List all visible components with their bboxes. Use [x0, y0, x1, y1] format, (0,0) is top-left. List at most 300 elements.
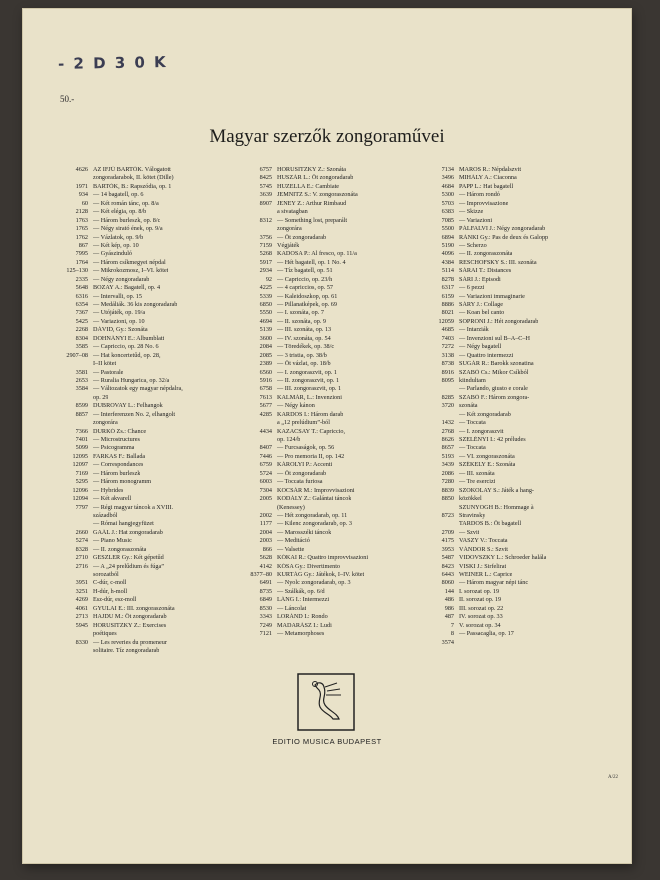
catalog-number: 2002	[259, 511, 272, 519]
catalog-entry	[242, 546, 392, 554]
catalog-number: 6316	[75, 292, 88, 300]
catalog-number: 8425	[259, 174, 272, 182]
catalog-title: RESCHOFSKY S.: III. szonáta	[459, 258, 537, 266]
catalog-title: — VI. zongoraszonáta	[459, 452, 515, 460]
catalog-entry	[58, 309, 208, 317]
catalog-number: 5274	[75, 537, 88, 545]
catalog-title: BARTÓK, B.: Rapszódia, op. 1	[93, 182, 172, 190]
catalog-title: — Pro memoria II, op. 142	[277, 452, 345, 460]
catalog-number: 866	[262, 545, 272, 553]
catalog-title: III. sorozat op. 22	[459, 604, 504, 612]
catalog-title: — Kaleidoszkop, op. 61	[277, 292, 338, 300]
catalog-title: — III. szonáta	[459, 469, 495, 477]
catalog-number	[58, 571, 93, 579]
catalog-number: 8377–80	[250, 571, 272, 578]
catalog-title: HAJDU M.: Öt zongoradarab	[93, 613, 167, 621]
catalog-title: VASZY V.: Toccata	[459, 537, 508, 545]
catalog-title: KARDOS I.: Három darab	[277, 410, 344, 418]
catalog-number: 2710	[75, 554, 88, 562]
catalog-number: 6560	[259, 368, 272, 376]
catalog-number	[58, 174, 93, 182]
catalog-entry	[242, 174, 392, 182]
catalog-entry	[242, 453, 392, 461]
catalog-title: — Les reveries du promeneur	[93, 638, 167, 646]
catalog-entry	[424, 470, 574, 478]
catalog-title: — Gyászinduló	[93, 250, 133, 258]
catalog-title: — Psicogramma	[93, 444, 135, 452]
catalog-entry	[242, 352, 392, 360]
catalog-title: SÁRI J.: Episodi	[459, 275, 501, 283]
catalog-title: zongoradarabok, II. kötet (Dille)	[93, 174, 174, 182]
catalog-entry	[58, 208, 208, 216]
catalog-number: 8	[450, 630, 454, 638]
catalog-number: 3251	[75, 587, 88, 595]
catalog-number: 4142	[259, 562, 272, 570]
catalog-number: 3138	[441, 351, 454, 359]
catalog-title: — Hét bagatell, op. 1 No. 4	[277, 258, 346, 266]
catalog-entry	[58, 217, 208, 225]
catalog-number: 7367	[75, 309, 88, 317]
catalog-number: 4626	[75, 166, 88, 173]
catalog-title: Esz-dúr, esz-moll	[93, 596, 137, 604]
catalog-entry	[58, 605, 208, 613]
catalog-number: 486	[444, 596, 454, 604]
catalog-title: — Két zongoradarab	[459, 410, 511, 418]
catalog-entry	[424, 529, 574, 537]
catalog-title: I. sorozat op. 19	[459, 587, 500, 595]
catalog-title: — Töredékek, op. 38/c	[277, 343, 335, 351]
catalog-entry	[58, 613, 208, 621]
catalog-number	[58, 512, 93, 520]
catalog-title: op. 29	[93, 393, 109, 401]
catalog-entry	[58, 630, 208, 638]
catalog-number: 5339	[259, 292, 272, 300]
catalog-entry	[58, 647, 208, 655]
catalog-entry	[58, 529, 208, 537]
catalog-title: — Tre esercizi	[459, 478, 496, 486]
catalog-title: SZABÓ F.: Három zongora-	[459, 393, 530, 401]
catalog-number: 8599	[75, 402, 88, 410]
catalog-entry	[58, 419, 208, 427]
catalog-number: 6383	[441, 208, 454, 216]
catalog-entry	[242, 478, 392, 486]
catalog-entry	[58, 504, 208, 512]
catalog-title: közökkel	[459, 495, 482, 503]
catalog-number: 487	[444, 613, 454, 621]
catalog-entry	[58, 200, 208, 208]
catalog-title: solitaire. Tíz zongoradarab	[93, 646, 160, 654]
catalog-title: — Capriccio, op. 23/h	[277, 275, 333, 283]
catalog-number: 3574	[441, 638, 454, 646]
catalog-number: 5114	[441, 267, 454, 275]
catalog-number: 7280	[441, 478, 454, 486]
catalog-number: 5648	[75, 284, 88, 292]
catalog-title: szonáta	[459, 402, 478, 410]
catalog-title: — III. zongoraszvit, op. 1	[277, 385, 342, 393]
catalog-entry	[424, 174, 574, 182]
catalog-entry	[424, 605, 574, 613]
catalog-entry	[242, 419, 392, 427]
catalog-number: 8657	[441, 444, 454, 452]
catalog-number: 12059	[438, 317, 454, 325]
catalog-title: Végjáték	[277, 241, 300, 249]
catalog-title: SZELÉNYI I.: 42 préludes	[459, 436, 526, 443]
catalog-number: 4684	[441, 182, 454, 190]
catalog-title: GAÁL J.: Hat zongoradarab	[93, 528, 163, 536]
catalog-number	[242, 504, 277, 512]
catalog-entry	[242, 318, 392, 326]
catalog-entry	[424, 183, 574, 191]
catalog-number: 8060	[441, 579, 454, 587]
catalog-title: — Két kép, op. 10	[93, 241, 139, 249]
catalog-title: — Scherzo	[459, 241, 487, 249]
catalog-title: — Három magyar népi tánc	[459, 579, 529, 587]
catalog-entry	[424, 369, 574, 377]
catalog-title: — Három monogramm	[93, 478, 152, 486]
catalog-entry	[424, 487, 574, 495]
book-cover	[22, 8, 632, 864]
catalog-title: PAPP L.: Hat bagatell	[459, 182, 514, 190]
catalog-title: PÁLFALVI J.: Négy zongoradarab	[459, 225, 546, 233]
catalog-title: — 6 pezzi	[459, 284, 485, 292]
catalog-entry	[242, 166, 392, 174]
catalog-entry	[58, 335, 208, 343]
catalog-number: 4384	[441, 258, 454, 266]
catalog-title: — Meditáció	[277, 537, 310, 545]
catalog-entry	[424, 596, 574, 604]
catalog-entry	[424, 537, 574, 545]
catalog-title: — Something lost, preparált	[277, 216, 348, 224]
catalog-entry	[424, 512, 574, 520]
catalog-number: 5487	[441, 554, 454, 562]
catalog-entry	[242, 512, 392, 520]
catalog-entry	[58, 242, 208, 250]
catalog-title: I–II kötet	[93, 360, 117, 368]
catalog-title: — Négy zongoradarab	[93, 275, 150, 283]
catalog-entry	[424, 335, 574, 343]
catalog-entry	[58, 284, 208, 292]
catalog-number: 12096	[72, 486, 88, 494]
catalog-entry	[242, 588, 392, 596]
catalog-entry	[424, 208, 574, 216]
catalog-entry	[242, 309, 392, 317]
catalog-title: HORUSITZKY Z.: Exercises	[93, 621, 167, 629]
catalog-title: — I. szonáta, op. 7	[277, 309, 324, 317]
catalog-title: MAROS R.: Népdalszvit	[459, 166, 522, 173]
catalog-entry	[58, 512, 208, 520]
catalog-title: — III. szonáta, op. 13	[277, 326, 332, 334]
catalog-title: — I. zongoraszvit, op. 1	[277, 368, 337, 376]
catalog-title: — 4 capriccios, op. 57	[277, 284, 334, 292]
page-title: Magyar szerzők zongoraművei	[209, 126, 445, 147]
catalog-entry	[58, 318, 208, 326]
catalog-title: — II. zongoraszonáta	[93, 545, 147, 553]
catalog-entry	[242, 360, 392, 368]
catalog-number: 7272	[441, 343, 454, 351]
catalog-number	[58, 630, 93, 638]
catalog-number: 4694	[259, 317, 272, 325]
catalog-number: 8021	[441, 309, 454, 317]
catalog-title: SUGÁR R.: Barokk szonatina	[459, 360, 534, 368]
catalog-entry	[58, 225, 208, 233]
catalog-entry	[242, 234, 392, 242]
catalog-title: — Kilenc zongoradarab, op. 3	[277, 520, 352, 528]
catalog-entry	[424, 504, 574, 512]
catalog-entry	[424, 579, 574, 587]
catalog-entry	[424, 191, 574, 199]
catalog-number: 8423	[441, 562, 454, 570]
catalog-entry	[242, 411, 392, 419]
catalog-entry	[58, 478, 208, 486]
catalog-number: 5724	[259, 469, 272, 477]
catalog-title: — Láncolat	[277, 604, 307, 612]
catalog-title: BOZAY A.: Bagatell, op. 4	[93, 284, 161, 292]
catalog-entry	[242, 208, 392, 216]
catalog-entry	[424, 352, 574, 360]
catalog-number: 4285	[259, 410, 272, 418]
catalog-number: 8278	[441, 275, 454, 283]
catalog-number	[58, 419, 93, 427]
catalog-title: TARDOS B.: Öt bagatell	[459, 520, 522, 528]
catalog-number: 5425	[75, 317, 88, 325]
catalog-number: 2004	[259, 528, 272, 536]
catalog-entry	[58, 394, 208, 402]
catalog-title: DUBROVAY L.: Felhangok	[93, 402, 163, 410]
catalog-number: 6159	[441, 292, 454, 300]
catalog-entry	[424, 546, 574, 554]
catalog-title: — Két elégia, op. 8/b	[93, 208, 147, 216]
catalog-entry	[424, 385, 574, 393]
catalog-title: Stravinsky	[459, 511, 486, 519]
catalog-title: — II. szonáta, op. 9	[277, 317, 326, 325]
catalog-entry	[242, 487, 392, 495]
catalog-number: 92	[265, 275, 272, 283]
catalog-entry	[58, 470, 208, 478]
catalog-number: 8907	[259, 199, 272, 207]
catalog-title: KÓSA Gy.: Divertimento	[277, 562, 341, 570]
catalog-number: 7446	[259, 452, 272, 460]
catalog-entry	[58, 520, 208, 528]
catalog-number: 6894	[441, 233, 454, 241]
catalog-number: 5193	[441, 452, 454, 460]
catalog-entry	[424, 622, 574, 630]
catalog-number: 5550	[259, 309, 272, 317]
catalog-entry	[424, 318, 574, 326]
catalog-entry	[242, 225, 392, 233]
catalog-title: — Vázlatok, op. 9/b	[93, 233, 144, 241]
catalog-number: 5628	[259, 554, 272, 562]
catalog-number: 7613	[259, 393, 272, 401]
catalog-entry	[58, 174, 208, 182]
catalog-entry	[424, 630, 574, 638]
catalog-number: 8328	[75, 545, 88, 553]
catalog-number: 8738	[441, 360, 454, 368]
catalog-title: — IV. szonáta, op. 54	[277, 334, 331, 342]
catalog-entry	[58, 166, 208, 174]
publisher-logo-icon	[297, 673, 355, 731]
catalog-number: 144	[444, 587, 454, 595]
catalog-title: — Parlando, giusto e corale	[459, 385, 528, 393]
catalog-title: — A „24 prelűdium és fúga”	[93, 562, 164, 570]
catalog-entry	[58, 537, 208, 545]
catalog-entry	[242, 183, 392, 191]
catalog-entry	[242, 563, 392, 571]
catalog-title: — Microstructures	[93, 436, 140, 443]
catalog-title: GYULAI E.: III. zongoraszonáta	[93, 604, 175, 612]
catalog-title: — 3 tristia, op. 38/b	[277, 351, 327, 359]
catalog-entry	[242, 622, 392, 630]
catalog-number: 1764	[75, 258, 88, 266]
catalog-column-3	[424, 166, 574, 647]
catalog-title: KAZACSAY T.: Capriccio,	[277, 427, 346, 435]
catalog-title: — II. zongoraszonáta	[459, 250, 513, 258]
catalog-entry	[58, 259, 208, 267]
catalog-number: 5295	[75, 478, 88, 486]
catalog-title: KADOSA P.: Al fresco, op. 11/a	[277, 250, 357, 258]
catalog-entry	[242, 293, 392, 301]
catalog-number: 3439	[441, 461, 454, 469]
catalog-number	[424, 411, 459, 419]
catalog-title: — Toccata	[459, 419, 486, 427]
catalog-entry	[424, 293, 574, 301]
catalog-title: — Öt vázlat, op. 18/b	[277, 360, 331, 368]
catalog-number: 125–130	[66, 267, 88, 275]
catalog-entry	[242, 605, 392, 613]
catalog-entry	[58, 301, 208, 309]
catalog-title: — I. zongoraszvit	[459, 427, 504, 435]
catalog-entry	[242, 495, 392, 503]
catalog-entry	[424, 394, 574, 402]
catalog-title: — Improvvisazione	[459, 199, 509, 207]
catalog-title: — Öt zongoradarab	[277, 469, 327, 477]
catalog-entry	[58, 563, 208, 571]
catalog-title: — Négy kánon	[277, 402, 315, 410]
catalog-entry	[58, 326, 208, 334]
catalog-number: 6317	[441, 284, 454, 292]
catalog-title: — Szálkák, op. 6/d	[277, 587, 325, 595]
catalog-title: KOCSÁR M.: Improvvisazioni	[277, 486, 355, 494]
catalog-entry	[424, 520, 574, 528]
catalog-title: V. sorozat op. 34	[459, 621, 501, 629]
catalog-number: 3584	[75, 385, 88, 393]
catalog-title: VISKI J.: Sirfelirat	[459, 562, 507, 570]
catalog-number: 7121	[259, 630, 272, 638]
catalog-number: 2003	[259, 537, 272, 545]
catalog-entry	[424, 461, 574, 469]
catalog-title: sorozatból	[93, 571, 119, 578]
catalog-number: 3720	[441, 402, 454, 410]
catalog-title: RÁNKI Gy.: Pas de deux és Galopp	[459, 233, 549, 241]
catalog-entry	[58, 293, 208, 301]
catalog-title: C-dúr, c-moll	[93, 579, 127, 587]
catalog-number: 2709	[441, 528, 454, 536]
catalog-entry	[242, 276, 392, 284]
catalog-title: — Toccata furiosa	[277, 478, 323, 486]
catalog-title: JENEY Z.: Arthur Rimbaud	[277, 199, 347, 207]
catalog-number: 2389	[259, 360, 272, 368]
catalog-title: — Három burleszk, op. 8/c	[93, 216, 161, 224]
catalog-entry	[424, 411, 574, 419]
catalog-number: 986	[444, 604, 454, 612]
catalog-number	[242, 208, 277, 216]
catalog-title: KÁROLYI P.: Accenti	[277, 461, 333, 469]
catalog-number: 8850	[441, 495, 454, 503]
catalog-title: — 14 bagatell, op. 6	[93, 191, 144, 199]
catalog-title: — Quattro intermezzi	[459, 351, 514, 359]
catalog-entry	[242, 335, 392, 343]
catalog-title: — Medáliák. 36 kis zongoradarab	[93, 301, 178, 308]
catalog-title: — Négy bagatell	[459, 343, 502, 351]
catalog-number: 4685	[441, 326, 454, 334]
catalog-entry	[242, 259, 392, 267]
catalog-entry	[242, 284, 392, 292]
catalog-number	[58, 520, 93, 528]
catalog-entry	[424, 436, 574, 444]
catalog-entry	[424, 360, 574, 368]
catalog-title: — Három csíkmegyei népdal	[93, 258, 166, 266]
catalog-number: 6759	[259, 461, 272, 469]
catalog-title: KALMÁR, L.: Invenzioni	[277, 393, 342, 401]
catalog-title: zongorára	[93, 419, 118, 427]
catalog-entry	[242, 470, 392, 478]
catalog-entry	[58, 276, 208, 284]
catalog-number: 3639	[259, 191, 272, 199]
catalog-title: KÓKAI R.: Quattro improvvisazioni	[277, 554, 369, 562]
catalog-number: 8285	[441, 393, 454, 401]
catalog-title: IV. sorozat op. 33	[459, 613, 503, 621]
catalog-number: 7085	[441, 216, 454, 224]
catalog-title: kiindultam	[459, 376, 486, 384]
catalog-number: 5099	[75, 444, 88, 452]
catalog-title: — Két román tánc, op. 8/a	[93, 199, 159, 207]
catalog-title: — Valsette	[277, 545, 305, 553]
catalog-title: — Skizze	[459, 208, 484, 216]
catalog-title: — Három rondó	[459, 191, 500, 199]
catalog-entry	[58, 588, 208, 596]
catalog-number: 6354	[75, 301, 88, 308]
catalog-title: HORUSITZKY Z.: Szonáta	[277, 166, 347, 173]
catalog-number	[242, 436, 277, 444]
catalog-number: 60	[81, 199, 88, 207]
catalog-number: 2716	[75, 562, 88, 570]
catalog-entry	[424, 571, 574, 579]
catalog-title: SZOKOLAY S.: Játék a hang-	[459, 486, 534, 494]
catalog-entry	[242, 326, 392, 334]
catalog-title: WEINER L.: Caprice	[459, 571, 513, 578]
catalog-title: — Utójáték, op. 19/a	[93, 309, 146, 317]
catalog-entry	[58, 234, 208, 242]
catalog-entry	[242, 217, 392, 225]
catalog-entry	[424, 478, 574, 486]
catalog-number: 7797	[75, 503, 88, 511]
catalog-number: 5916	[259, 376, 272, 384]
catalog-title: SZABÓ Cs.: Mikor Csíkból	[459, 368, 529, 376]
catalog-entry	[58, 639, 208, 647]
catalog-title: DURKÓ Zs.: Chance	[93, 427, 147, 435]
catalog-number: 8723	[441, 511, 454, 519]
catalog-code: A/22	[608, 775, 618, 780]
catalog-entry	[58, 267, 208, 275]
catalog-title: LÁNG I.: Intermezzi	[277, 596, 330, 604]
catalog-number: 8626	[441, 436, 454, 443]
catalog-number: 5300	[441, 191, 454, 199]
catalog-entry	[242, 385, 392, 393]
catalog-number: 8095	[441, 376, 454, 384]
catalog-entry	[58, 250, 208, 258]
catalog-title: JEMNITZ S.: V. zongoraszonáta	[277, 191, 358, 199]
catalog-entry	[58, 191, 208, 199]
catalog-number: 5500	[441, 225, 454, 233]
